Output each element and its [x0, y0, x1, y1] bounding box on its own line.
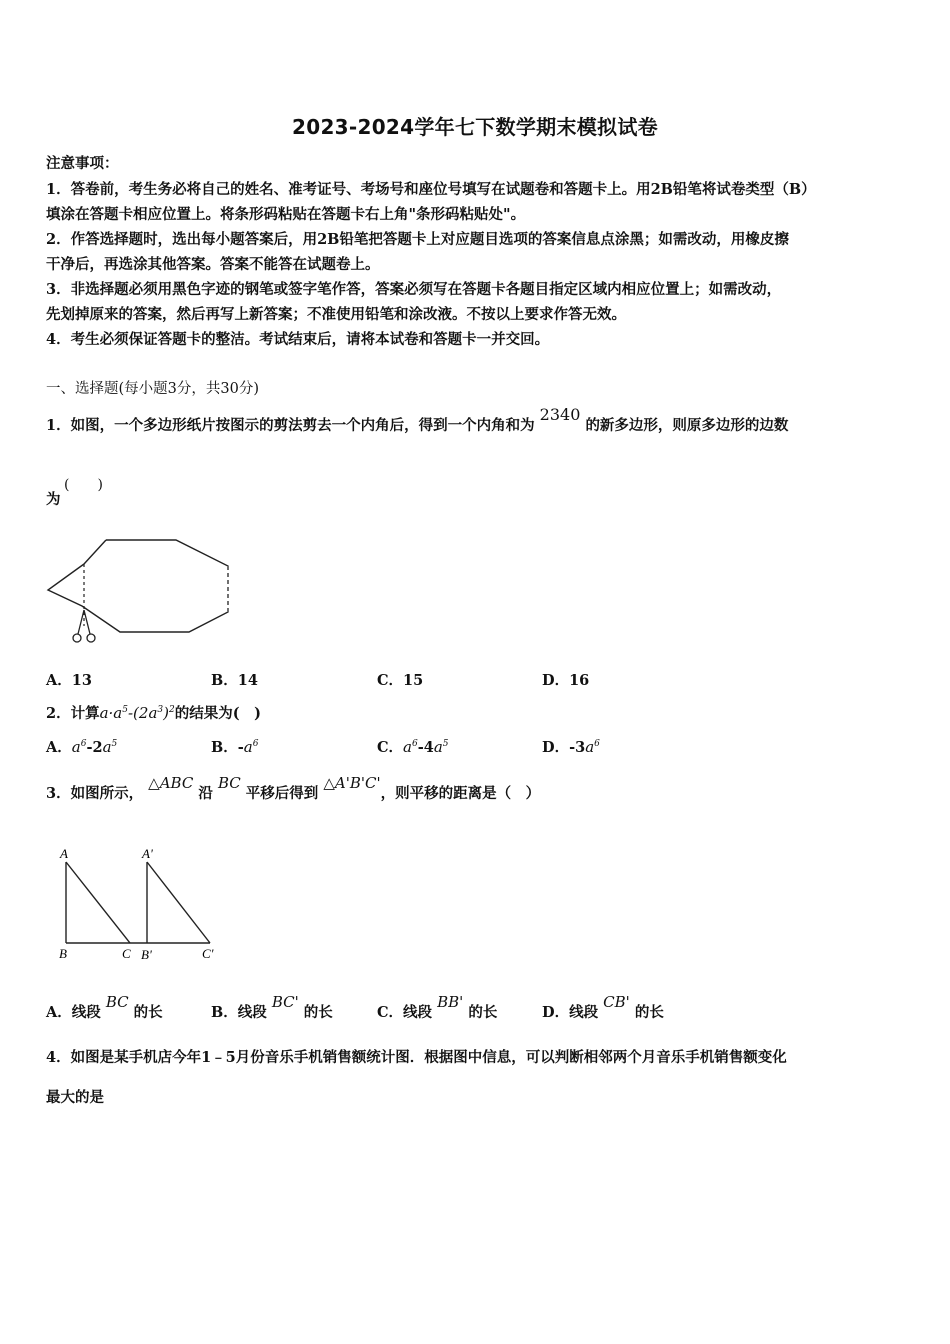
- label-b-prime: B': [141, 947, 152, 962]
- q3-option-b[interactable]: B．线段 BC' 的长: [211, 993, 333, 1021]
- q1-text-a: 1．如图，一个多边形纸片按图示的剪法剪去一个内角后，得到一个内角和为: [46, 417, 535, 434]
- question-4-cont: 最大的是: [46, 1089, 104, 1106]
- q2-option-c[interactable]: C．$a^6-4a^5$: [377, 738, 449, 756]
- q2-option-b[interactable]: B．$-a^6$: [211, 738, 259, 756]
- notice-line-1b: 填涂在答题卡相应位置上。将条形码粘贴在答题卡右上角"条形码粘贴处"。: [46, 206, 526, 223]
- q3-option-d[interactable]: D．线段 CB' 的长: [542, 993, 664, 1021]
- q1-option-b[interactable]: B．14: [211, 672, 258, 689]
- notice-line-2b: 干净后，再选涂其他答案。答案不能答在试题卷上。: [46, 256, 380, 273]
- translation-figure: [50, 842, 230, 966]
- q3-segment-bc: BC: [217, 774, 241, 792]
- q1-option-a[interactable]: A．13: [46, 672, 92, 689]
- q3-text-d: ，则平移的距离是（ ）: [380, 785, 541, 802]
- question-2: [46, 702, 261, 723]
- q2-option-d[interactable]: D．$-3a^6$: [542, 738, 600, 756]
- question-3: [46, 774, 541, 803]
- label-b: B: [59, 946, 67, 961]
- q1-option-d[interactable]: D．16: [542, 672, 590, 689]
- notice-line-1a: 1．答卷前，考生务必将自己的姓名、准考证号、考场号和座位号填写在试题卷和答题卡上。用2B铅笔将试卷类型（B）: [46, 181, 816, 198]
- question-4: 4．如图是某手机店今年1﹣5月份音乐手机销售额统计图．根据图中信息，可以判断相邻两个月音乐手机销售额变化: [46, 1049, 787, 1066]
- label-c-prime: C': [202, 946, 214, 961]
- q2-text-b: 的结果为( ): [174, 705, 261, 722]
- notice-line-3a: 3．非选择题必须用黑色字迹的钢笔或签字笔作答，答案必须写在答题卡各题目指定区域内相应位置上；如需改动，: [46, 281, 782, 298]
- q3-option-a[interactable]: A．线段 BC 的长: [46, 993, 163, 1021]
- q3-text-b: 沿: [198, 785, 213, 802]
- q2-text-a: 2．计算: [46, 705, 100, 722]
- q1-text-c: 为: [46, 491, 61, 508]
- label-a: A: [60, 846, 68, 861]
- notice-line-3b: 先划掉原来的答案，然后再写上新答案；不准使用铅笔和涂改液。不按以上要求作答无效。: [46, 306, 626, 323]
- q1-option-c[interactable]: C．15: [377, 672, 424, 689]
- page-title: 2023-2024学年七下数学期末模拟试卷: [292, 115, 658, 139]
- label-c: C: [122, 946, 131, 961]
- notice-line-4: 4．考生必须保证答题卡的整洁。考试结束后，请将本试卷和答题卡一并交回。: [46, 331, 550, 348]
- q3-text-a: 3．如图所示，: [46, 785, 144, 802]
- q1-text-b: 的新多边形，则原多边形的边数: [585, 417, 789, 434]
- q3-option-c[interactable]: C．线段 BB' 的长: [377, 993, 498, 1021]
- q2-expression: $a\cdot a^5-(2a^3)^2$: [99, 704, 175, 722]
- q3-text-c: 平移后得到: [245, 785, 319, 802]
- section-heading: 一、选择题(每小题3分，共30分): [46, 381, 259, 397]
- polygon-cut-figure: [40, 534, 240, 650]
- label-a-prime: A': [142, 846, 153, 861]
- q2-option-a[interactable]: A．$a^6-2a^5$: [46, 738, 118, 756]
- q1-answer-paren: ( ): [64, 477, 103, 493]
- notice-heading: 注意事项：: [46, 155, 119, 172]
- q1-angle-sum: 2340: [539, 405, 581, 424]
- q3-triangle-abc: △ABC: [148, 774, 194, 792]
- question-1: [46, 405, 789, 435]
- notice-line-2a: 2．作答选择题时，选出每小题答案后，用2B铅笔把答题卡上对应题目选项的答案信息点涂黑；如需改动，用橡皮擦: [46, 231, 789, 248]
- q3-triangle-abc-prime: △A'B'C': [323, 774, 381, 792]
